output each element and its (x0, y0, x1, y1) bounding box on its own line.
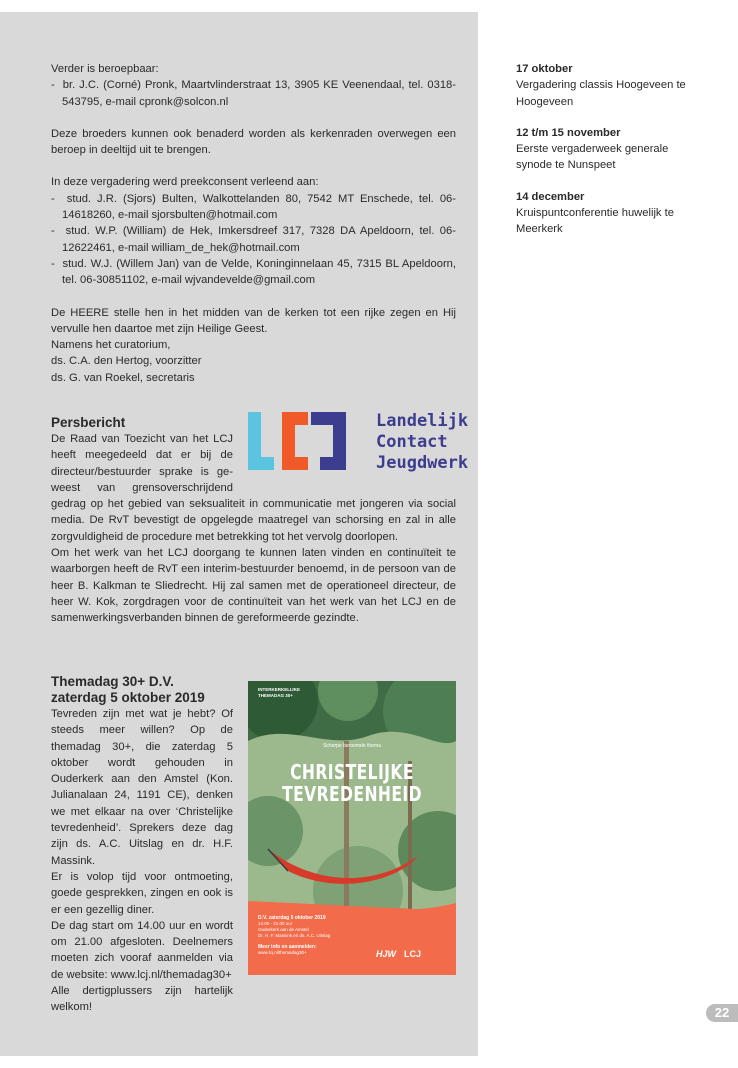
page-number: 22 (706, 1004, 738, 1022)
persbericht-line: heeft meegedeeld dat er bij de (51, 449, 233, 462)
themadag-text: Er is volop tijd voor ontmoeting, goede gesprekken, zingen en ook is er een gezellig diner. (51, 870, 233, 916)
signature-line: ds. C.A. den Hertog, voorzitter (51, 355, 202, 368)
intro-text: Verder is beroepbaar: (51, 63, 159, 75)
consent-intro: In deze vergadering werd preekconsent verleend aan: (51, 176, 319, 189)
agenda-date: 17 oktober (516, 63, 573, 75)
persbericht-line: weest van grensoverschrijdend (51, 481, 233, 494)
consider-text: Deze broeders kunnen ook benaderd worden als kerkenraden overwegen een beroep in deeltijd uit te brengen. (51, 127, 456, 157)
persbericht-line: De Raad van Toezicht van het LCJ (51, 433, 233, 445)
signature-line: ds. G. van Roekel, secretaris (51, 371, 195, 384)
persbericht-heading: Persbericht (51, 415, 126, 430)
themadag-text: Tevreden zijn met wat je hebt? Of steeds meer willen? Op de themadag 30+, die zaterdag 5 oktober wordt gehouden in Ouderkerk aan den Amstel (Kon. Julianalaan 24, 1191 CE), denken we met elkaar na over ‘Christelijke tevredenheid’. Sprekers deze dag zijn ds. A.C. Uitslag en dr. H.F. Massink. (51, 708, 233, 867)
themadag-text: De dag start om 14.00 uur en wordt om 21.00 afgesloten. Deelnemers moeten zich vooraf aanmelden via de website: www.lcj.nl/themadag30+ (51, 919, 233, 981)
poster-info: Dr. H. F. Massink en ds. A.C. Uitslag (258, 933, 331, 938)
poster-info: www.lcj.nl/themadag30+ (258, 950, 307, 955)
persbericht-text: Om het werk van het LCJ doorgang te kunnen laten vinden en continuïteit te waarborgen heeft de RvT een interim-bestuurder benoemd, in de persoon van de heer B. Kalkman te Sliedrecht. Hij zal samen met de operationeel directeur, de heer W. Kok, zorgdragen voor de continuïteit van het werk van het LCJ en de samenwerkingsverbanden binnen de gereformeerde gezindte. (51, 547, 456, 625)
themadag-poster (248, 681, 456, 975)
agenda-date: 12 t/m 15 november (516, 126, 621, 139)
poster-title: CHRISTELIJKE (290, 760, 414, 784)
meeting-section (51, 61, 456, 386)
logo-text: Jeugdwerk (376, 453, 469, 473)
persbericht-text: gedrag op het gebied van seksualiteit in communicatie met jongeren via social media. De RvT bevestigt de opgelegde maatregel van schorsing en zal in alle zorgvuldigheid de procedure met betrekking tot het vervolg doorlopen. (51, 498, 456, 543)
available-item: - br. J.C. (Corné) Pronk, Maartvlinderstraat 13, 3905 KE Veenendaal, tel. 0318-543795, e-mail cpronk@solcon.nl (51, 79, 456, 108)
consent-item: - stud. J.R. (Sjors) Bulten, Walkottelanden 80, 7542 MT Enschede, tel. 06-14618260, e-mail sjorsbulten@hotmail.com (51, 192, 456, 222)
persbericht-section (51, 415, 456, 627)
agenda-date: 14 december (516, 190, 585, 203)
agenda-text: Eerste vergaderweek generale synode te Nunspeet (516, 143, 669, 172)
themadag-subheading: zaterdag 5 oktober 2019 (51, 690, 205, 705)
themadag-text: Alle dertigplussers zijn hartelijk welkom! (51, 985, 233, 1014)
themadag-heading: Themadag 30+ D.V. (51, 674, 174, 689)
signature-line: Namens het curatorium, (51, 339, 171, 352)
agenda-item (516, 125, 686, 174)
consent-item: - stud. W.J. (Willem Jan) van de Velde, Koninginnelaan 45, 7315 BL Apeldoorn, tel. 06-30851102, e-mail wjvandevelde@gmail.com (51, 257, 456, 287)
poster-info: Meer info en aanmelden: (258, 944, 317, 950)
agenda-item (516, 61, 686, 110)
poster-title: TEVREDENHEID (282, 782, 422, 806)
poster-brand-lcj: LCJ (404, 949, 422, 959)
poster-brand-hjw: HJW (376, 949, 396, 959)
logo-text: Contact (376, 432, 448, 452)
poster-top-text: INTERKERKELIJKE THEMADAG 30+ (258, 687, 301, 698)
agenda-sidebar (516, 61, 686, 253)
poster-info: D.V. zaterdag 5 oktober 2019 (258, 915, 326, 921)
poster-info: 14.00 - 21.00 uur (258, 921, 293, 926)
blessing-text: De HEERE stelle hen in het midden van de kerken tot een rijke zegen en Hij vervulle hen daartoe met zijn Heilige Geest. (51, 306, 456, 335)
poster-info: Ouderkerk aan de Amstel (258, 927, 309, 932)
agenda-text: Vergadering classis Hoogeveen te Hoogeveen (516, 79, 686, 108)
agenda-text: Kruispuntconferentie huwelijk te Meerkerk (516, 207, 674, 236)
persbericht-line: directeur/bestuurder sprake is ge- (51, 465, 233, 478)
poster-sub-text: Scherpe beroemde thema (323, 743, 381, 749)
agenda-item (516, 189, 686, 238)
consent-item: - stud. W.P. (William) de Hek, Imkersdreef 317, 7328 DA Apeldoorn, tel. 06-12622461, e-mail william_de_hek@hotmail.com (51, 225, 456, 254)
logo-text: Landelijk (376, 411, 469, 431)
themadag-section (51, 674, 233, 1016)
